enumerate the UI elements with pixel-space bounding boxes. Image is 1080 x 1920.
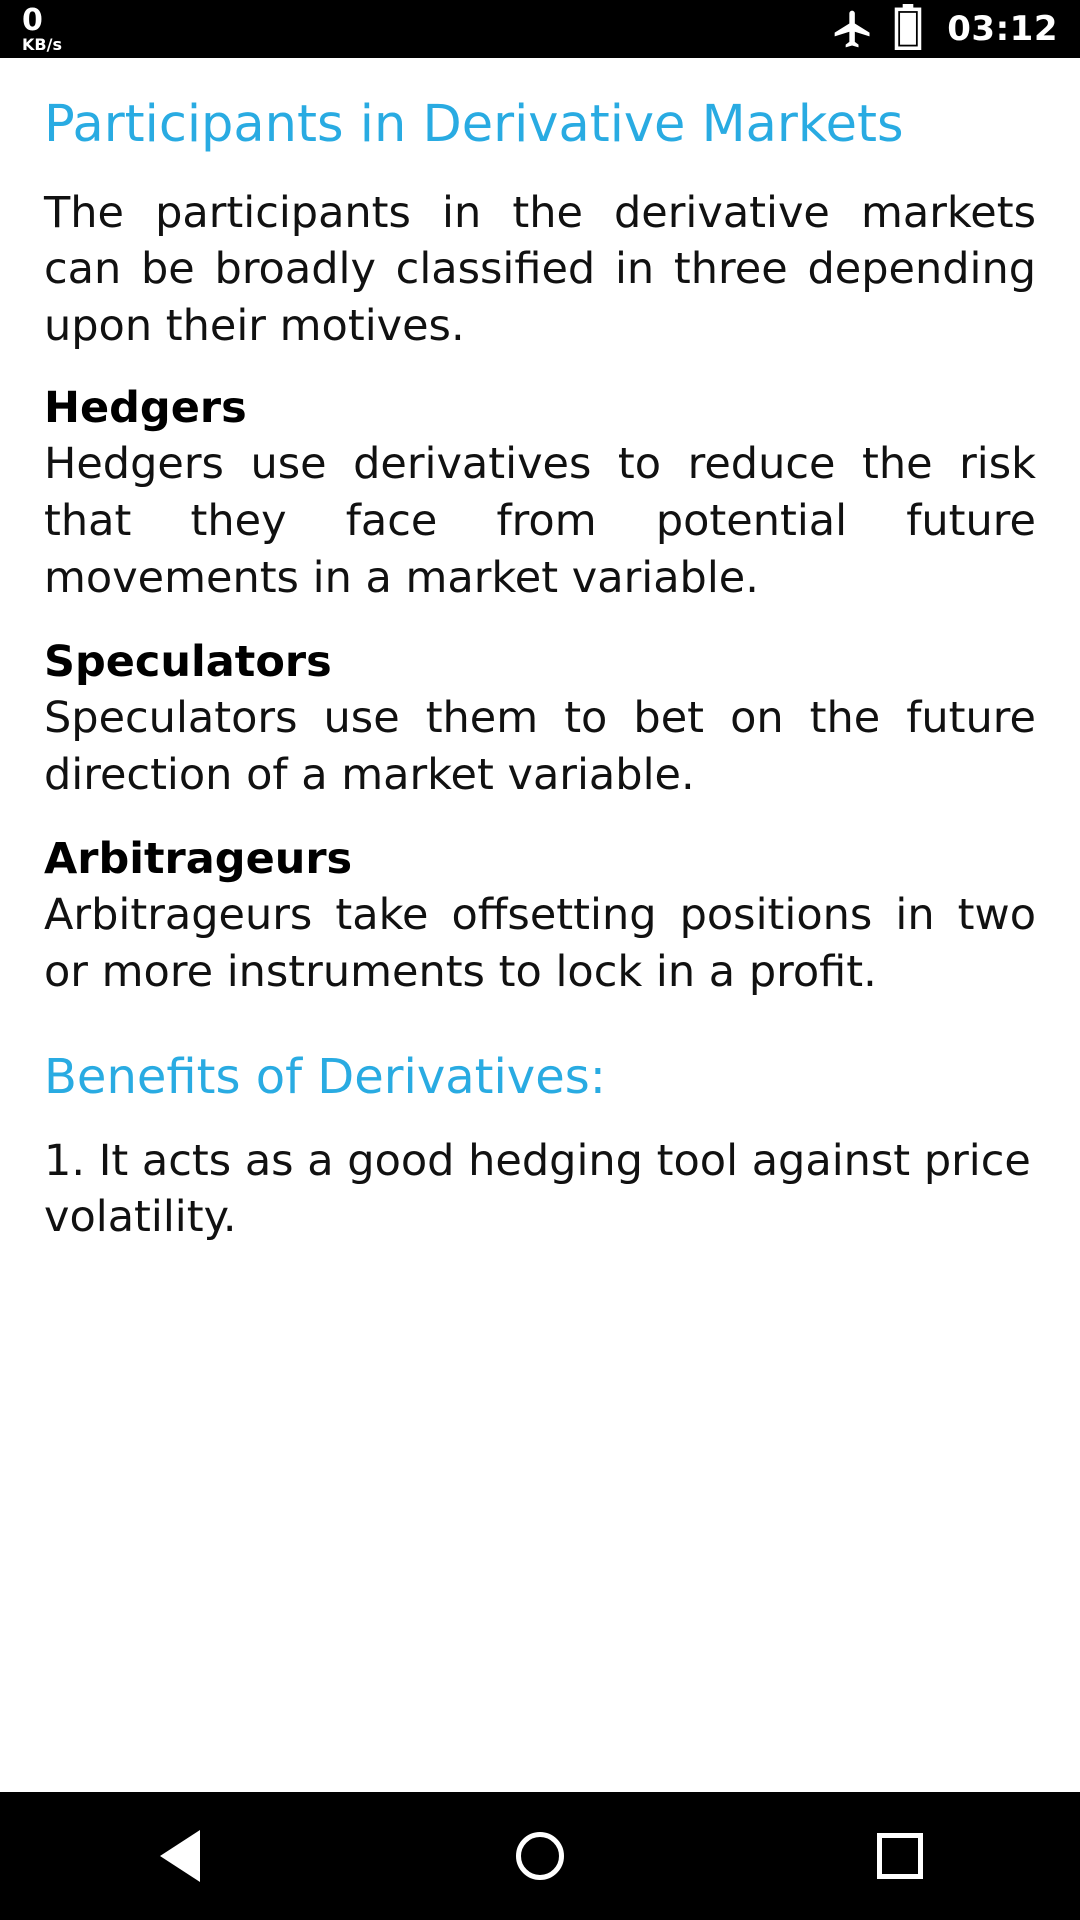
battery-icon [893,4,923,54]
network-speed-indicator [22,2,62,54]
status-bar-clock: 03:12 [947,9,1058,49]
section-body-speculators: Speculators use them to bet on the future direction of a market variable. [44,693,1036,801]
article-content [0,58,1080,1792]
page-title: Participants in Derivative Markets [44,95,904,154]
recent-apps-square-icon [877,1833,923,1879]
home-circle-icon [516,1832,564,1880]
benefit-item-1: 1. It acts as a good hedging tool against price volatility. [44,1135,1031,1243]
home-button[interactable] [480,1806,600,1906]
airplane-mode-icon [831,7,875,51]
status-icon-group [831,4,1058,54]
section-heading-arbitrageurs: Arbitrageurs [44,833,353,884]
back-triangle-icon [160,1830,200,1882]
section-heading-speculators: Speculators [44,636,332,687]
status-bar [0,0,1080,58]
recent-apps-button[interactable] [840,1806,960,1906]
section-body-arbitrageurs: Arbitrageurs take offsetting positions in two or more instruments to lock in a profit. [44,890,1036,998]
benefits-title: Benefits of Derivatives: [44,1048,606,1105]
network-speed-value: 0 [22,2,43,38]
back-button[interactable] [120,1806,240,1906]
intro-paragraph: The participants in the derivative markets can be broadly classified in three depending upon their motives. [44,187,1036,352]
section-body-hedgers: Hedgers use derivatives to reduce the risk that they face from potential future movements in a market variable. [44,439,1036,603]
android-navigation-bar [0,1792,1080,1920]
network-speed-unit: KB/s [22,34,62,54]
section-heading-hedgers: Hedgers [44,382,247,433]
